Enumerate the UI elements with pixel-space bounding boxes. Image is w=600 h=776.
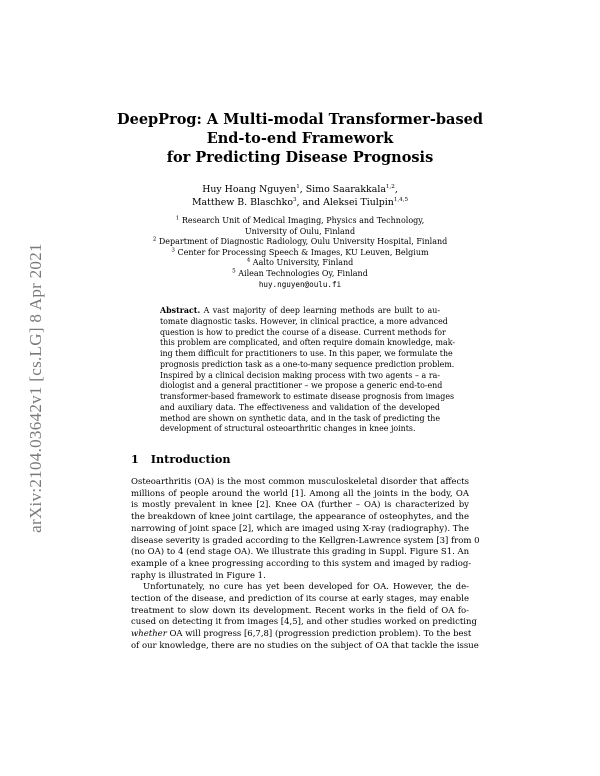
affiliation-1-cont: University of Oulu, Finland: [244, 226, 356, 236]
body-line: of our knowledge, there are no studies on the subject of OA that tackle the issue: [131, 640, 479, 651]
abstract-line: development of structural osteoarthritic changes in knee joints.: [160, 424, 416, 434]
affiliation-1: $^1$ Research Unit of Medical Imaging, Physics and Technology,: [175, 215, 425, 225]
body-line: narrowing of joint space [2], which are imaged using X-ray (radiography). The: [131, 523, 469, 534]
body-line: the breakdown of knee joint cartilage, the appearance of osteophytes, and the: [131, 512, 469, 523]
abstract-line: Abstract. A vast majority of deep learning methods are built to au-: [160, 306, 440, 315]
author-name: , and Aleksei Tiulpin: [296, 197, 394, 208]
body-line: cused on detecting it from images [4,5], and other studies worked on predicting: [131, 617, 477, 628]
abstract-line: transformer-based framework to estimate disease prognosis from images: [160, 392, 455, 401]
section-heading: [131, 452, 230, 466]
title-line-2: End-to-end Framework: [206, 130, 394, 147]
affiliations: [110, 216, 490, 290]
body-line: treatment to slow down its development. Recent works in the field of OA fo-: [131, 605, 469, 616]
contact-email[interactable]: huy.nguyen@oulu.fi: [258, 279, 342, 289]
arxiv-side-identifier: arXiv:2104.03642v1 [cs.LG] 8 Apr 2021: [26, 243, 45, 533]
author-name: Huy Hoang Nguyen: [202, 184, 297, 195]
abstract: [160, 306, 456, 435]
abstract-line: prognosis prediction task as a one-to-many sequence prediction problem.: [160, 359, 455, 369]
author-name: Matthew B. Blaschko: [191, 197, 294, 208]
affiliation-2: $^2$ Department of Diagnostic Radiology, Oulu University Hospital, Finland: [152, 236, 448, 247]
abstract-line: diologist and a general practitioner – we propose a generic end-to-end: [160, 381, 443, 391]
abstract-line: question is how to predict the course of a disease. Current methods for: [160, 327, 446, 337]
authors-line-1: Huy Hoang Nguyen$^1$, Simo Saarakkala$^{1,2}$,: [202, 183, 398, 195]
author-list: [110, 183, 490, 209]
abstract-line: this problem are complicated, and often require domain knowledge, mak-: [160, 338, 456, 348]
affiliation-4: $^4$ Aalto University, Finland: [246, 257, 354, 268]
section-number: 1: [131, 452, 139, 466]
section-title: Introduction: [150, 452, 231, 466]
body-line: Unfortunately, no cure has yet been developed for OA. However, the de-: [143, 582, 469, 593]
affiliation-5: $^5$ Ailean Technologies Oy, Finland: [232, 268, 368, 278]
body-line: example of a knee progressing according to this system and imaged by radiog-: [131, 558, 472, 569]
authors-line-2: Matthew B. Blaschko$^3$, and Aleksei Tiulpin$^{1,4,5}$: [191, 196, 409, 208]
author-name: , Simo Saarakkala: [299, 184, 386, 195]
body-line: tection of the disease, and prediction of its course at early stages, may enable: [131, 594, 469, 605]
body-line: Osteoarthritis (OA) is the most common musculoskeletal disorder that affects: [131, 477, 469, 487]
abstract-line: and auxiliary data. The effectiveness and validation of the developed: [160, 402, 440, 412]
affiliation-3: $^3$ Center for Processing Speech & Images, KU Leuven, Belgium: [171, 247, 429, 257]
abstract-line: ing them difficult for practitioners to use. In this paper, we formulate the: [160, 349, 453, 358]
abstract-label: Abstract.: [160, 306, 201, 315]
abstract-line: method are shown on synthetic data, and in the task of predicting the: [160, 413, 440, 423]
body-line: raphy is illustrated in Figure 1.: [131, 570, 266, 581]
introduction-body: [131, 477, 480, 653]
body-line: millions of people around the world [1]. Among all the joints in the body, OA: [131, 488, 469, 499]
abstract-line: tomate diagnostic tasks. However, in clinical practice, a more advanced: [160, 316, 448, 326]
title-line-1: DeepProg: A Multi-modal Transformer-based: [117, 111, 483, 128]
body-line: is mostly prevalent in knee [2]. Knee OA (further – OA) is characterized by: [131, 500, 469, 511]
body-line: (no OA) to 4 (end stage OA). We illustrate this grading in Suppl. Figure S1. An: [131, 547, 470, 558]
body-line: whether OA will progress [6,7,8] (progression prediction problem). To the best: [131, 629, 472, 640]
paper-title: [110, 110, 490, 167]
body-line: disease severity is graded according to the Kellgren-Lawrence system [3] from 0: [131, 535, 480, 546]
title-line-3: for Predicting Disease Prognosis: [166, 149, 434, 166]
abstract-line: Inspired by a clinical decision making process with two agents – a ra-: [160, 370, 440, 380]
